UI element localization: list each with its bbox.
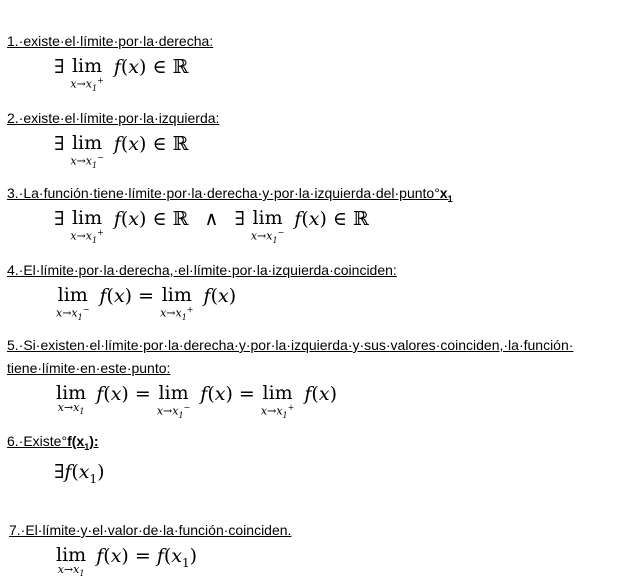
formula-4: lim $x\to x_1^-$ f(x) = lim $x\to x_1^+$ f(x) — [56, 284, 237, 322]
and-connector: ∧ — [204, 208, 219, 230]
heading-5-line1: 5.·Si·existen·el·límite·por·la·derecha·y·por·la·izquierda·y·sus·valores·coinciden,·la·función· — [7, 337, 574, 353]
heading-3-point: $x_1$ — [439, 185, 453, 204]
heading-1: 1.·existe·el·límite·por·la·derecha: — [7, 33, 214, 49]
heading-3-text: 3.·La·función·tiene·límite·por·la·derecha·y·por·la·izquierda·del·punto° — [7, 185, 440, 201]
formula-3: ∃ lim $x\to x_1^+$ f(x) ∈ ℝ ∧ ∃ lim $x\to x_1^-$ f(x) ∈ ℝ — [54, 207, 369, 245]
heading-5-line2: tiene·límite·en·este·punto: — [7, 360, 171, 376]
heading-3 — [7, 185, 453, 204]
formula-2: ∃ lim $x\to x_1^-$ f(x) ∈ ℝ — [54, 132, 189, 170]
formula-5: lim $x\to x_1$ f(x) = lim $x\to x_1^-$ f(x) = lim $x\to x_1^+$ f(x) — [56, 382, 337, 420]
heading-2: 2.·existe·el·límite·por·la·izquierda: — [7, 110, 220, 126]
heading-6 — [7, 433, 99, 452]
formula-1: ∃ lim $x\to x_1^+$ f(x) ∈ ℝ — [54, 55, 189, 93]
formula-6: $\exists f(x_1)$ — [54, 461, 105, 486]
formula-7: lim $x\to x_1$ $f(x) = f(x_1)$ — [56, 544, 198, 579]
heading-7: 7.·El·límite·y·el·valor·de·la·función·coinciden. — [9, 522, 292, 538]
heading-4: 4.·El·límite·por·la·derecha,·el·límite·por·la·izquierda·coinciden: — [7, 262, 397, 278]
heading-6-function: $f(x_1)$: — [67, 433, 99, 452]
heading-6-text: 6.·Existe° — [7, 433, 68, 449]
